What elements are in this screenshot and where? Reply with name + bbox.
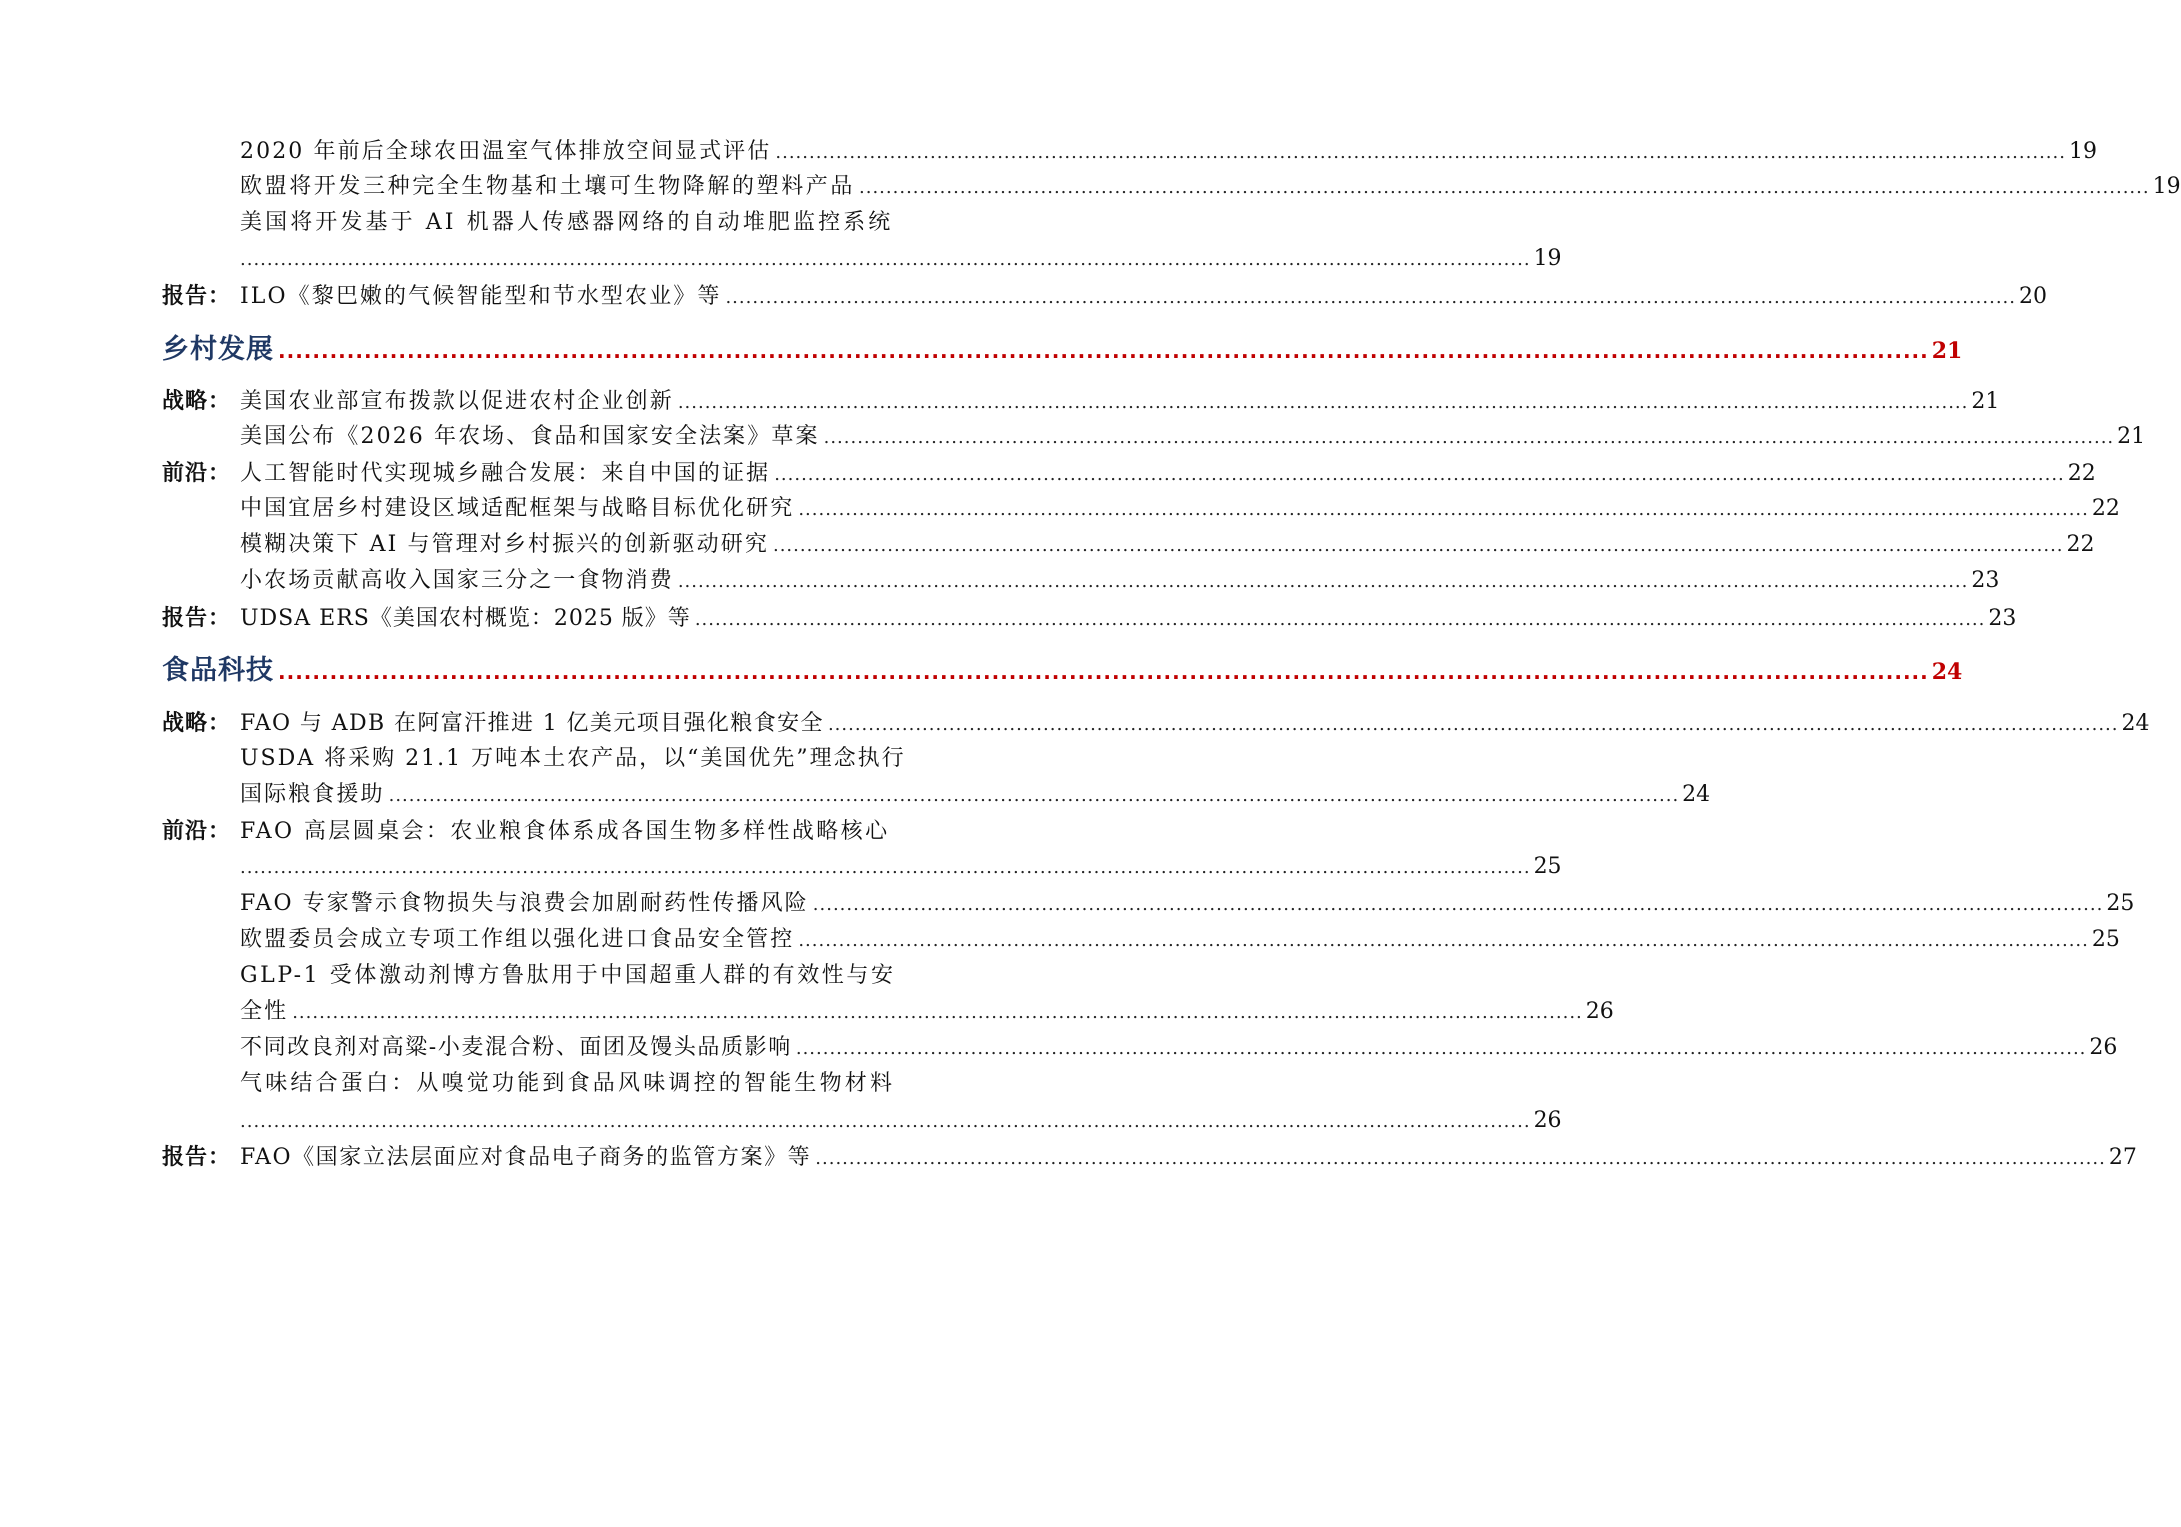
toc-entry-title: 美国公布《2026 年农场、食品和国家安全法案》草案 [240, 424, 820, 449]
toc-entry[interactable] [240, 205, 913, 241]
dot-leader: ................................................................................................................................................................................................ [795, 1038, 2087, 1059]
toc-page-number: 19 [1533, 246, 1562, 271]
toc-page-number: 26 [2089, 1035, 2118, 1060]
toc-entry-title: 全性 [240, 999, 289, 1024]
toc-entry-title: FAO 专家警示食物损失与浪费会加剧耐药性传播风险 [240, 891, 809, 916]
toc-entry[interactable] [162, 705, 2150, 743]
toc-page-number: 25 [1533, 854, 1562, 879]
toc-section-heading[interactable] [162, 330, 1963, 371]
dot-leader: ................................................................................................................................................................................................ [278, 660, 1929, 684]
toc-entry-continuation[interactable] [240, 849, 1562, 886]
toc-entry[interactable] [240, 922, 2120, 959]
toc-entry[interactable] [162, 813, 913, 850]
toc-page-number: 24 [2121, 711, 2150, 736]
toc-section-heading[interactable] [162, 651, 1963, 692]
toc-entry[interactable] [162, 600, 2017, 638]
toc-entry-title: 模糊决策下 AI 与管理对乡村振兴的创新驱动研究 [240, 532, 769, 557]
toc-page-number: 22 [2091, 496, 2120, 521]
dot-leader: ................................................................................................................................................................................................ [815, 1148, 2106, 1169]
dot-leader: ................................................................................................................................................................................................ [278, 339, 1929, 363]
toc-entry[interactable] [240, 563, 2000, 600]
dot-leader: ................................................................................................................................................................................................ [859, 177, 2150, 198]
toc-category-label: 报告： [162, 283, 232, 309]
section-title: 食品科技 [162, 655, 274, 686]
toc-entry-title: ILO《黎巴嫩的气候智能型和节水型农业》等 [240, 284, 722, 309]
toc-entry[interactable] [162, 383, 2000, 421]
dot-leader: ................................................................................................................................................................................................ [774, 464, 2065, 485]
toc-entry-title: FAO 高层圆桌会：农业粮食体系成各国生物多样性战略核心 [240, 819, 890, 844]
dot-leader: ................................................................................................................................................................................................ [292, 1002, 1583, 1023]
toc-entry-title: FAO 与 ADB 在阿富汗推进 1 亿美元项目强化粮食安全 [240, 711, 824, 736]
toc-category-label: 前沿： [162, 818, 232, 844]
toc-entry-continuation[interactable] [240, 994, 1614, 1031]
dot-leader: ................................................................................................................................................................................................ [775, 142, 2066, 163]
toc-entry-title: 国际粮食援助 [240, 782, 385, 807]
toc-entry-title: FAO《国家立法层面应对食品电子商务的监管方案》等 [240, 1145, 812, 1170]
toc-entry-continuation[interactable] [240, 777, 1711, 814]
toc-category-label: 报告： [162, 605, 232, 631]
toc-entry-title: 气味结合蛋白：从嗅觉功能到食品风味调控的智能生物材料 [240, 1071, 896, 1096]
dot-leader: ................................................................................................................................................................................................ [798, 499, 2089, 520]
dot-leader: ................................................................................................................................................................................................ [823, 427, 2115, 448]
toc-page-number: 19 [2068, 139, 2097, 164]
dot-leader: ................................................................................................................................................................................................ [388, 785, 1680, 806]
toc-entry[interactable] [240, 491, 2120, 528]
section-page-number: 21 [1931, 338, 1963, 364]
toc-entry-title: 人工智能时代实现城乡融合发展：来自中国的证据 [240, 461, 771, 486]
toc-entry-title: 欧盟委员会成立专项工作组以强化进口食品安全管控 [240, 927, 795, 952]
dot-leader: ................................................................................................................................................................................................ [240, 249, 1531, 270]
dot-leader: ................................................................................................................................................................................................ [798, 930, 2089, 951]
toc-entry-continuation[interactable] [240, 241, 1562, 278]
toc-page-number: 23 [1971, 568, 2000, 593]
toc-entry-title: 美国将开发基于 AI 机器人传感器网络的自动堆肥监控系统 [240, 210, 894, 235]
dot-leader: ................................................................................................................................................................................................ [694, 609, 1986, 630]
toc-page-number: 22 [2067, 461, 2096, 486]
toc-entry[interactable] [240, 419, 2146, 456]
toc-entry[interactable] [162, 455, 2096, 493]
toc-page-number: 23 [1988, 606, 2017, 631]
toc-entry-continuation[interactable] [240, 1103, 1562, 1140]
toc-entry-title: 欧盟将开发三种完全生物基和土壤可生物降解的塑料产品 [240, 174, 856, 199]
toc-entry[interactable] [162, 1139, 2137, 1177]
toc-page-number: 26 [1585, 999, 1614, 1024]
dot-leader: ................................................................................................................................................................................................ [725, 287, 2016, 308]
section-page-number: 24 [1931, 659, 1963, 685]
toc-category-label: 前沿： [162, 460, 232, 486]
toc-page-number: 24 [1682, 782, 1711, 807]
toc-entry[interactable] [240, 1030, 2118, 1067]
dot-leader: ................................................................................................................................................................................................ [772, 535, 2064, 556]
toc-category-label: 报告： [162, 1144, 232, 1170]
toc-entry-title: 不同改良剂对高粱-小麦混合粉、面团及馒头品质影响 [240, 1035, 792, 1060]
toc-entry[interactable] [240, 958, 913, 994]
dot-leader: ................................................................................................................................................................................................ [240, 857, 1531, 878]
toc-entry-title: 2020 年前后全球农田温室气体排放空间显式评估 [240, 139, 772, 164]
dot-leader: ................................................................................................................................................................................................ [827, 714, 2119, 735]
toc-entry[interactable] [162, 278, 2047, 316]
toc-category-label: 战略： [162, 710, 232, 736]
toc-page-number: 27 [2108, 1145, 2137, 1170]
toc-entry-title: 小农场贡献高收入国家三分之一食物消费 [240, 568, 674, 593]
toc-page-number: 19 [2152, 174, 2181, 199]
toc-entry-title: USDA 将采购 21.1 万吨本土农产品，以“美国优先”理念执行 [240, 746, 906, 771]
toc-entry-title: 中国宜居乡村建设区域适配框架与战略目标优化研究 [240, 496, 795, 521]
toc-entry[interactable] [240, 886, 2135, 923]
toc-entry-title: GLP-1 受体激动剂博方鲁肽用于中国超重人群的有效性与安 [240, 963, 896, 988]
toc-category-label: 战略： [162, 388, 232, 414]
toc-page-number: 26 [1533, 1108, 1562, 1133]
dot-leader: ................................................................................................................................................................................................ [240, 1111, 1531, 1132]
toc-entry[interactable] [240, 169, 2181, 206]
toc-page-number: 25 [2091, 927, 2120, 952]
toc-page-number: 21 [1971, 389, 2000, 414]
toc-page-number: 21 [2117, 424, 2146, 449]
toc-entry[interactable] [240, 134, 2097, 171]
toc-entry-title: UDSA ERS《美国农村概览：2025 版》等 [240, 606, 691, 631]
toc-entry[interactable] [240, 741, 913, 777]
toc-entry-title: 美国农业部宣布拨款以促进农村企业创新 [240, 389, 674, 414]
dot-leader: ................................................................................................................................................................................................ [677, 392, 1969, 413]
toc-entry[interactable] [240, 527, 2095, 564]
toc-entry[interactable] [240, 1066, 913, 1102]
toc-page-number: 20 [2019, 284, 2047, 309]
dot-leader: ................................................................................................................................................................................................ [677, 571, 1969, 592]
toc-page-number: 25 [2106, 891, 2135, 916]
dot-leader: ................................................................................................................................................................................................ [812, 894, 2104, 915]
toc-page-number: 22 [2066, 532, 2095, 557]
section-title: 乡村发展 [162, 334, 274, 365]
